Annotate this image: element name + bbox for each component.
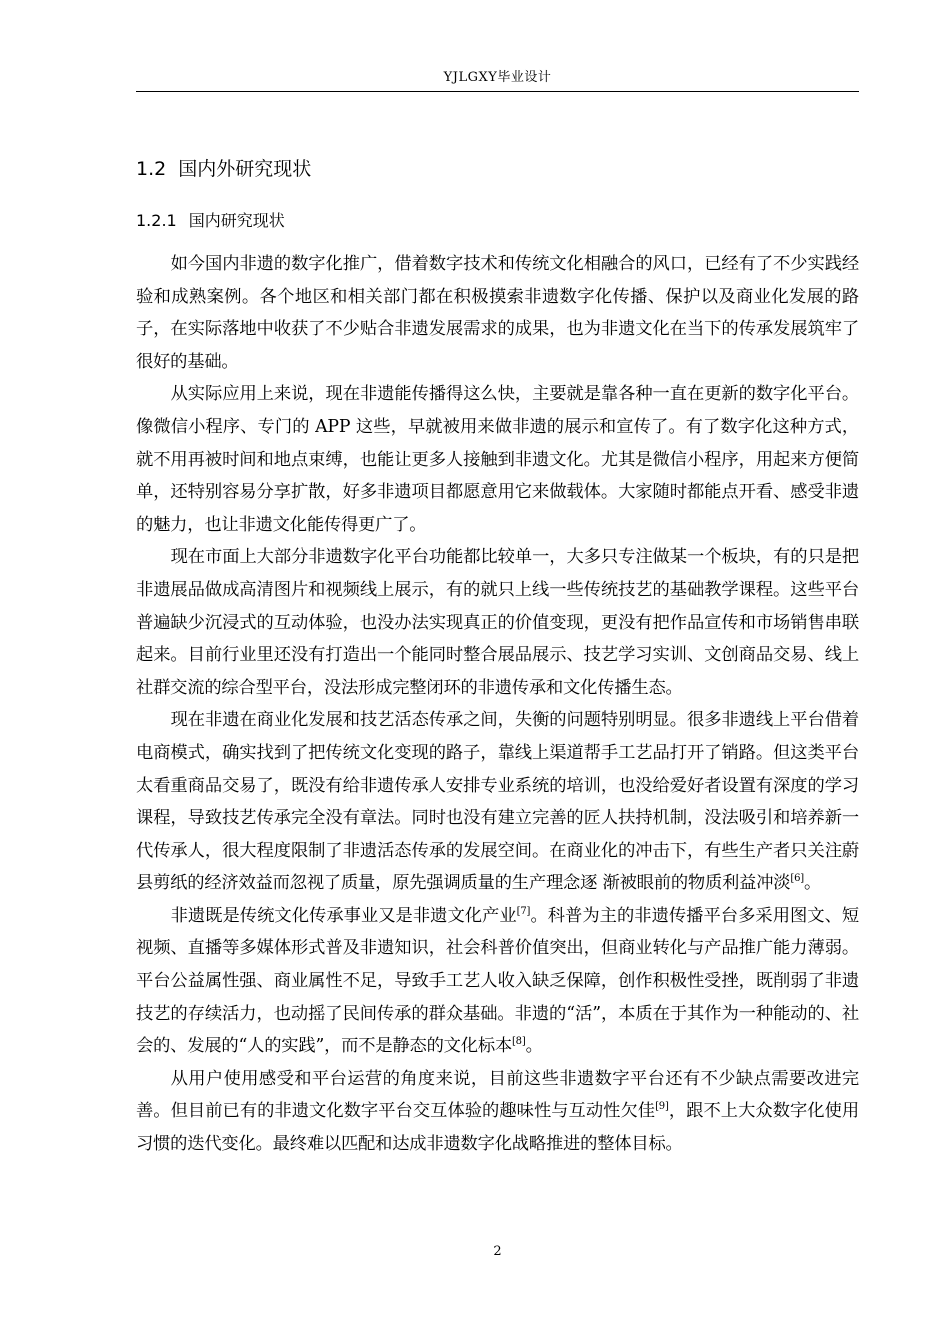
paragraph-tail: 。: [803, 873, 822, 894]
paragraph-text: 从实际应用上来说，现在非遗能传播得这么快，主要就是靠各种一直在更新的数字化平台。像微信小程序、专门的 APP 这些，早就被用来做非遗的展示和宣传了。有了数字化这种方式，就不用再被时间和地点束缚，也能让更多人接触到非遗文化。尤其是微信小程序，用起来方便简单，还特别容易分享扩散，好多非遗项目都愿意用它来做载体。大家随时都能点开看、感受非遗的魅力，也让非遗文化能传得更广了。: [136, 384, 859, 535]
paragraph-tail: ，跟不上大众数字化使用习惯的迭代变化。最终难以匹配和达成非遗数字化战略推进的整体目标。: [136, 1101, 859, 1155]
paragraph-text: 非遗既是传统文化传承事业又是非遗文化产业: [170, 905, 517, 926]
paragraph-text: 现在非遗在商业化发展和技艺活态传承之间，失衡的问题特别明显。很多非遗线上平台借着电商模式，确实找到了把传统文化变现的路子，靠线上渠道帮手工艺品打开了销路。但这类平台太看重商品交易了，既没有给非遗传承人安排专业系统的培训，也没给爱好者设置有深度的学习课程，导致技艺传承完全没有章法。同时也没有建立完善的匠人扶持机制，没法吸引和培养新一代传承人，很大程度限制了非遗活态传承的发展空间。在商业化的冲击下，有些生产者只关注蔚县剪纸的经济效益而忽视了质量，原先强调质量的生产理念逐 渐被眼前的物质利益冲淡: [136, 710, 859, 894]
paragraph-text: 现在市面上大部分非遗数字化平台功能都比较单一，大多只专注做某一个板块，有的只是把非遗展品做成高清图片和视频线上展示，有的就只上线一些传统技艺的基础教学课程。这些平台普遍缺少沉浸式的互动体验，也没办法实现真正的价值变现，更没有把作品宣传和市场销售串联起来。目前行业里还没有打造出一个能同时整合展品展示、技艺学习实训、文创商品交易、线上社群交流的综合型平台，没法形成完整闭环的非遗传承和文化传播生态。: [136, 547, 859, 698]
body-text: [136, 248, 859, 1161]
subsection-title: 国内研究现状: [188, 211, 285, 230]
subsection-number: 1.2.1: [136, 211, 177, 230]
paragraph-4: [136, 704, 859, 900]
paragraph-text: 从用户使用感受和平台运营的角度来说，目前这些非遗数字平台还有不少缺点需要改进完善。但目前已有的非遗文化数字平台交互体验的趣味性与互动性欠佳: [136, 1068, 859, 1122]
citation-7: [7]: [516, 905, 531, 917]
paragraph-1: [136, 248, 859, 378]
paragraph-tail-2: 。: [525, 1036, 543, 1057]
header-rule: [136, 91, 859, 92]
paragraph-text: 如今国内非遗的数字化推广，借着数字技术和传统文化相融合的风口，已经有了不少实践经验和成熟案例。各个地区和相关部门都在积极摸索非遗数字化传播、保护以及商业化发展的路子，在实际落地中收获了不少贴合非遗发展需求的成果，也为非遗文化在当下的传承发展筑牢了很好的基础。: [136, 254, 859, 372]
citation-6: [6]: [790, 873, 804, 885]
subsection-heading: [136, 210, 285, 232]
paragraph-2: [136, 378, 859, 541]
paragraph-tail: 。科普为主的非遗传播平台多采用图文、短视频、直播等多媒体形式普及非遗知识，社会科普价值突出，但商业转化与产品推广能力薄弱。平台公益属性强、商业属性不足，导致手工艺人收入缺乏保障，创作积极性受挫，既削弱了非遗技艺的存续活力，也动摇了民间传承的群众基础。非遗的“活”，本质在于其作为一种能动的、社会的、发展的“人的实践”，而不是静态的文化标本: [136, 905, 859, 1057]
section-title: 国内外研究现状: [178, 158, 312, 180]
page-header: YJLGXY毕业设计: [443, 70, 552, 85]
paragraph-6: [136, 1063, 859, 1161]
section-heading: [136, 156, 311, 182]
paragraph-5: [136, 900, 859, 1063]
citation-9: [9]: [655, 1101, 669, 1113]
citation-8: [8]: [511, 1036, 526, 1048]
page-number: 2: [493, 1244, 502, 1259]
paragraph-3: [136, 541, 859, 704]
section-number: 1.2: [136, 158, 167, 180]
